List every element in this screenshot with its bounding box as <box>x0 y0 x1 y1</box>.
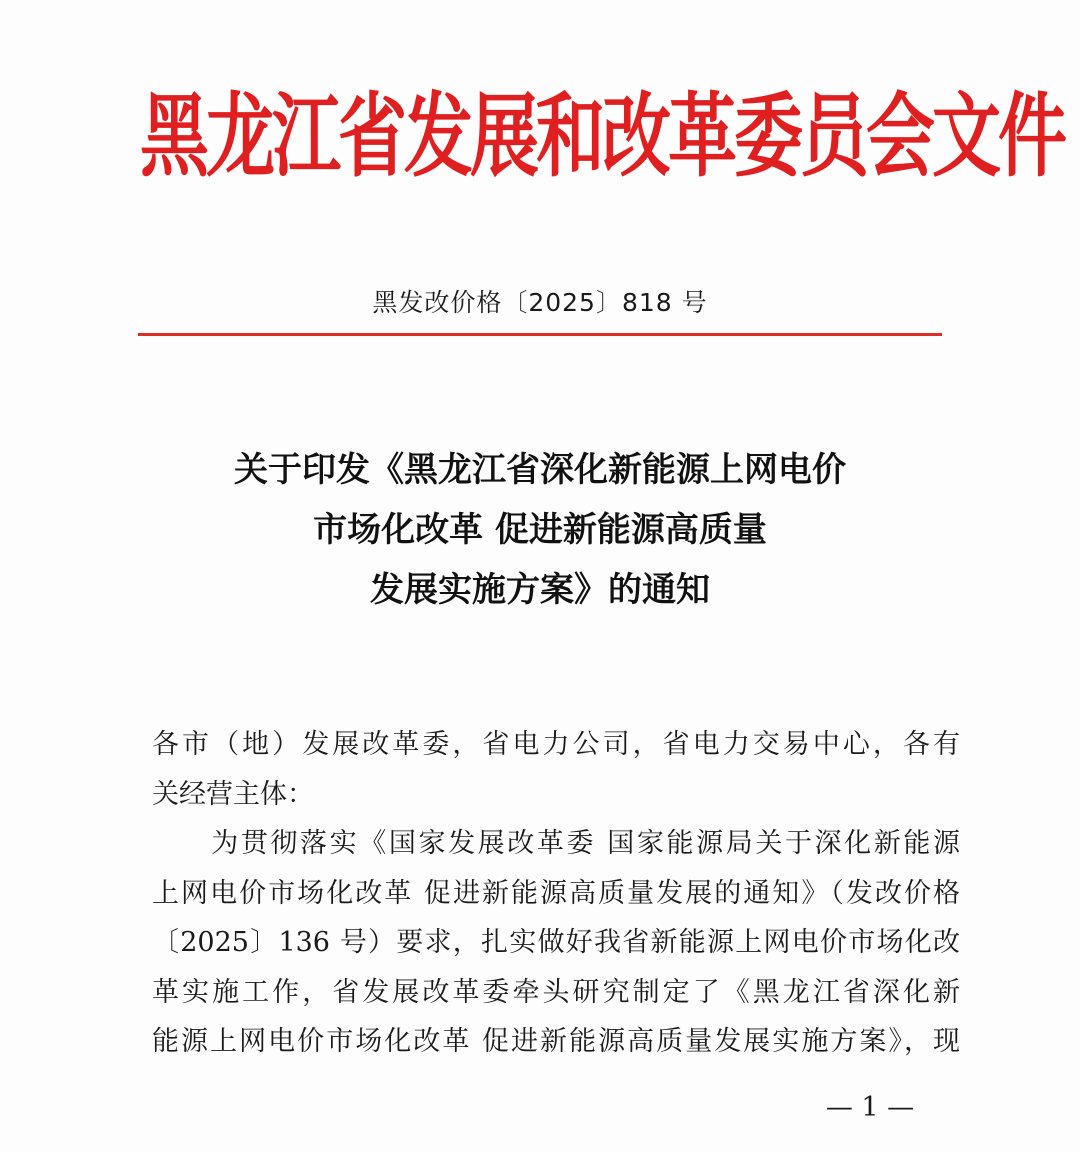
page-number: — 1 — <box>825 1092 915 1123</box>
notice-title-line: 关于印发《黑龙江省深化新能源上网电价 <box>234 450 846 490</box>
notice-title-line: 市场化改革 促进新能源高质量 <box>313 510 767 550</box>
body-line: 革实施工作，省发展改革委牵头研究制定了《黑龙江省深化新 <box>152 976 960 1008</box>
document-header-title: 黑龙江省发展和改革委员会文件 <box>140 82 1064 190</box>
document-number: 黑发改价格〔2025〕818 号 <box>372 288 708 317</box>
notice-title-line: 发展实施方案》的通知 <box>370 570 710 610</box>
body-text <box>152 720 960 1067</box>
notice-title <box>140 440 940 620</box>
red-divider-line <box>138 333 942 336</box>
body-line: 〔2025〕136 号）要求，扎实做好我省新能源上网电价市场化改 <box>152 927 960 958</box>
body-line: 能源上网电价市场化改革 促进新能源高质量发展实施方案》，现 <box>152 1026 960 1057</box>
body-line: 各市（地）发展改革委，省电力公司，省电力交易中心，各有 <box>152 729 960 760</box>
body-line: 关经营主体： <box>152 778 314 810</box>
body-line: 上网电价市场化改革 促进新能源高质量发展的通知》（发改价格 <box>152 877 960 909</box>
body-line: 为贯彻落实《国家发展改革委 国家能源局关于深化新能源 <box>152 828 960 859</box>
